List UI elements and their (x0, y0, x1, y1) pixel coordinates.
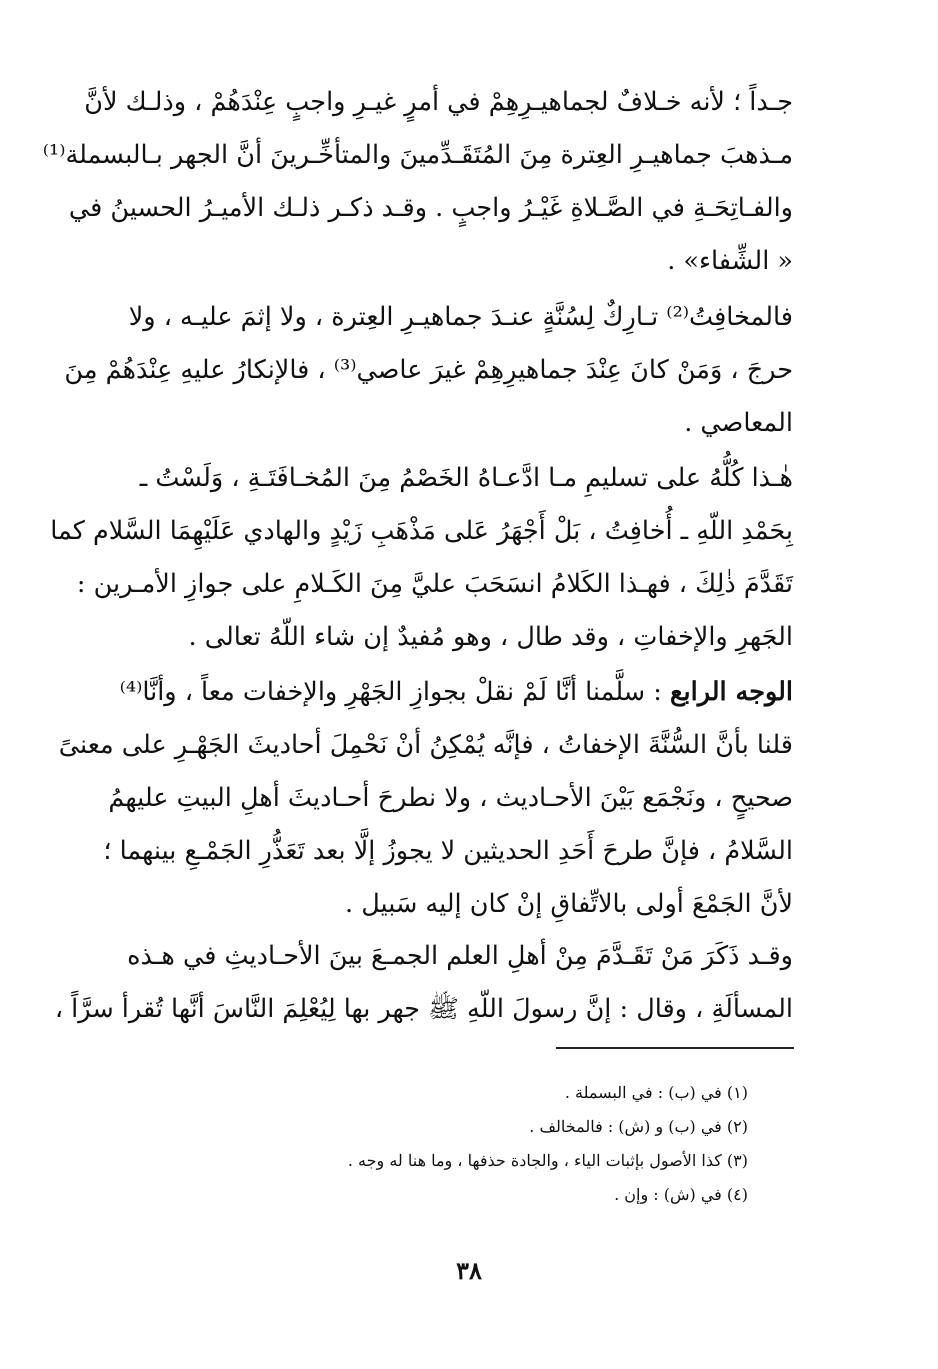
footnote-item: (٣) كذا الأصول بإثبات الياء ، والجادة حذفها ، وما هنا له وجه . (347, 1151, 748, 1170)
text-line: بِحَمْدِ اللّهِ ـ أُخافِتُ ، بَلْ أَجْهَرُ عَلى مَذْهَبِ زَيْدٍ والهادي عَلَيْهِمَا السَّلام كما (50, 516, 793, 546)
paragraph-3 (50, 452, 793, 664)
text-line: وقـد ذَكَرَ مَنْ تَقَـدَّمَ مِنْ أهلِ العلم الجمـعَ بينَ الأحـاديثِ في هـذه (127, 941, 793, 971)
paragraph-5 (54, 930, 793, 1036)
text-line: تَقَدَّمَ ذٰلِكَ ، فهـذا الكَلامُ انسَحَبَ عليَّ مِنَ الكَـلامِ على جوازِ الأمـرين : (76, 569, 793, 599)
text-line: مـذهبَ جماهيـرِ العِترة مِنَ المُتَقَـدِّمينَ والمتأخِّـرينَ أنَّ الجهر بـالبسملة⁽¹⁾ (42, 140, 793, 170)
text-line: صحيحٍ ، ونَجْمَع بَيْنَ الأحـاديث ، ولا نطرحَ أحـاديثَ أهلِ البيتِ عليهمُ (108, 783, 793, 813)
paragraph-1 (42, 76, 793, 288)
footnote-item: (٢) في (ب) و (ش) : فالمخالف . (529, 1117, 748, 1136)
text-line: حرجَ ، وَمَنْ كانَ عِنْدَ جماهيرِهِمْ غيرَ عاصي⁽³⁾ ، فالإنكارُ عليهِ عِنْدَهُمْ مِنَ (64, 355, 793, 385)
section-heading: الوجه الرابع (669, 677, 793, 707)
footnote-item: (٤) في (ش) : وإن . (614, 1185, 748, 1204)
text-line: المسألَةِ ، وقال : إنَّ رسولَ اللّهِ ﷺ جهر بها لِيُعْلِمَ النَّاسَ أنَّها تُقرأ سرَّاً ، (54, 994, 793, 1024)
text-line: لأنَّ الجَمْعَ أولى بالاتِّفاقِ إنْ كان إليه سَبيل . (345, 889, 793, 919)
footnotes (188, 1076, 748, 1212)
text-line: الجَهرِ والإخفاتِ ، وقد طال ، وهو مُفيدٌ إن شاء اللّهُ تعالى . (188, 622, 793, 652)
text-line: هٰـذا كُلُّهُ على تسليمِ مـا ادَّعـاهُ الخَصْمُ مِنَ المُخـافَتَـةِ ، وَلَسْتُ ـ (139, 463, 793, 493)
paragraph-4 (58, 666, 793, 931)
footnote-item: (١) في (ب) : في البسملة . (564, 1083, 748, 1102)
text-line-rest: : سلَّمنا أنَّا لَمْ نقلْ بجوازِ الجَهْرِ والإخفات معاً ، وأنَّا⁽⁴⁾ (119, 677, 670, 707)
text-line: السَّلامُ ، فإنَّ طرحَ أَحَدِ الحديثين لا يجوزُ إلَّا بعد تَعَذُّرِ الجَمْـعِ بينهما ؛ (103, 836, 793, 866)
footnote-divider (556, 1047, 794, 1049)
text-line: جـداً ؛ لأنه خـلافٌ لجماهيـرِهِمْ في أمرٍ غيـرِ واجبٍ عِنْدَهُمْ ، وذلـك لأنَّ (84, 87, 793, 117)
text-line: فالمخافِتُ⁽²⁾ تـارِكٌ لِسُنَّةٍ عنـدَ جماهيـرِ العِترة ، ولا إثمَ عليـه ، ولا (128, 302, 793, 332)
text-line (119, 666, 793, 719)
text-line: المعاصي . (684, 408, 793, 438)
paragraph-2 (64, 291, 793, 450)
page-number: ٣٨ (456, 1256, 482, 1285)
text-line: والفـاتِحَـةِ في الصَّـلاةِ غَيْـرُ واجبٍ . وقـد ذكـر ذلـك الأميـرُ الحسينُ في (68, 193, 793, 223)
text-line: قلنا بأنَّ السُّنَّةَ الإخفاتُ ، فإنَّه يُمْكِنُ أنْ نَحْمِلَ أحاديثَ الجَهْـرِ على معنىً (58, 730, 793, 760)
text-line: « الشِّفاء» . (667, 246, 793, 276)
